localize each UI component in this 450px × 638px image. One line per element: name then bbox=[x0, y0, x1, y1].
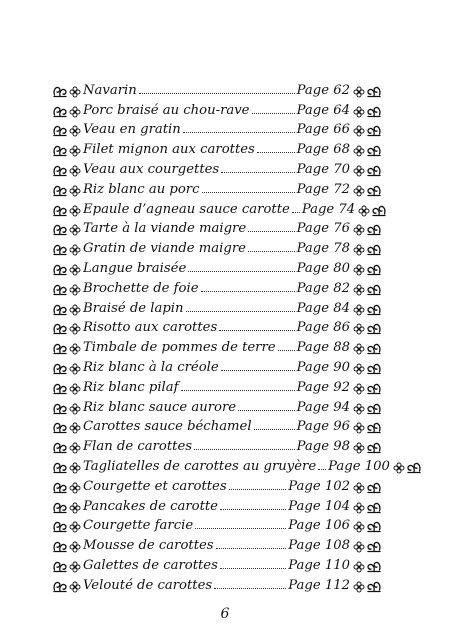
toc-entry-page: Page 108 bbox=[288, 538, 350, 554]
flower-icon bbox=[353, 363, 365, 375]
toc-entry bbox=[52, 375, 382, 395]
toc-entry bbox=[52, 395, 382, 415]
left-scroll-ornament-icon bbox=[52, 282, 68, 296]
toc-entry-page: Page 78 bbox=[296, 241, 350, 257]
toc-entry-title: Filet mignon aux carottes bbox=[83, 142, 255, 158]
flower-icon bbox=[69, 224, 81, 236]
toc-entry-page: Page 100 bbox=[328, 458, 390, 474]
right-scroll-ornament-icon bbox=[366, 84, 382, 98]
left-scroll-ornament-icon bbox=[52, 321, 68, 335]
toc-entry-title: Gratin de viande maigre bbox=[83, 241, 246, 257]
dot-leader bbox=[318, 469, 326, 470]
toc-entry bbox=[52, 474, 382, 494]
right-scroll-ornament-icon bbox=[366, 222, 382, 236]
flower-icon bbox=[353, 304, 365, 316]
flower-icon bbox=[353, 502, 365, 514]
toc-entry-page: Page 92 bbox=[296, 379, 350, 395]
toc-entry-page: Page 112 bbox=[288, 577, 350, 593]
toc-entry-title: Risotto aux carottes bbox=[83, 320, 218, 336]
left-scroll-ornament-icon bbox=[52, 420, 68, 434]
flower-icon bbox=[69, 185, 81, 197]
left-scroll-ornament-icon bbox=[52, 123, 68, 137]
left-scroll-ornament-icon bbox=[52, 302, 68, 316]
toc-entry-page: Page 64 bbox=[296, 102, 350, 118]
toc-entry bbox=[52, 514, 382, 534]
dot-leader bbox=[238, 410, 295, 411]
flower-icon bbox=[353, 403, 365, 415]
flower-icon bbox=[69, 403, 81, 415]
flower-icon bbox=[69, 561, 81, 573]
flower-icon bbox=[69, 343, 81, 355]
flower-icon bbox=[69, 106, 81, 118]
toc-entry-title: Mousse de carottes bbox=[83, 538, 214, 554]
flower-icon bbox=[353, 541, 365, 553]
right-scroll-ornament-icon bbox=[366, 321, 382, 335]
right-scroll-ornament-icon bbox=[366, 500, 382, 514]
right-scroll-ornament-icon bbox=[366, 242, 382, 256]
toc-entry-page: Page 86 bbox=[296, 320, 350, 336]
dot-leader bbox=[201, 291, 295, 292]
left-scroll-ornament-icon bbox=[52, 84, 68, 98]
right-scroll-ornament-icon bbox=[366, 579, 382, 593]
flower-icon bbox=[69, 205, 81, 217]
flower-icon bbox=[353, 145, 365, 157]
flower-icon bbox=[353, 343, 365, 355]
toc-entry-page: Page 98 bbox=[296, 439, 350, 455]
right-scroll-ornament-icon bbox=[366, 401, 382, 415]
toc-entry-title: Timbale de pommes de terre bbox=[83, 340, 276, 356]
toc-entry-page: Page 96 bbox=[296, 419, 350, 435]
toc-entry bbox=[52, 335, 382, 355]
toc-entry-title: Tagliatelles de carottes au gruyère bbox=[83, 458, 317, 474]
flower-icon bbox=[69, 541, 81, 553]
toc-entry bbox=[52, 296, 382, 316]
left-scroll-ornament-icon bbox=[52, 460, 68, 474]
left-scroll-ornament-icon bbox=[52, 500, 68, 514]
flower-icon bbox=[69, 165, 81, 177]
left-scroll-ornament-icon bbox=[52, 262, 68, 276]
flower-icon bbox=[69, 86, 81, 98]
dot-leader bbox=[221, 370, 295, 371]
toc-entry bbox=[52, 236, 382, 256]
toc-entry-title: Courgette farcie bbox=[83, 518, 194, 534]
left-scroll-ornament-icon bbox=[52, 341, 68, 355]
toc-entry-page: Page 80 bbox=[296, 260, 350, 276]
left-scroll-ornament-icon bbox=[52, 559, 68, 573]
right-scroll-ornament-icon bbox=[366, 480, 382, 494]
toc-entry-page: Page 90 bbox=[296, 359, 350, 375]
dot-leader bbox=[257, 152, 295, 153]
right-scroll-ornament-icon bbox=[366, 559, 382, 573]
toc-entry bbox=[52, 553, 382, 573]
right-scroll-ornament-icon bbox=[366, 519, 382, 533]
flower-icon bbox=[69, 442, 81, 454]
toc-entry bbox=[52, 197, 382, 217]
flower-icon bbox=[69, 502, 81, 514]
flower-icon bbox=[353, 422, 365, 434]
toc-entry bbox=[52, 316, 382, 336]
flower-icon bbox=[353, 383, 365, 395]
toc-entry-page: Page 88 bbox=[296, 340, 350, 356]
toc-entry-title: Veau en gratin bbox=[83, 122, 181, 138]
toc-entry-page: Page 110 bbox=[288, 557, 350, 573]
flower-icon bbox=[69, 363, 81, 375]
left-scroll-ornament-icon bbox=[52, 143, 68, 157]
dot-leader bbox=[252, 113, 295, 114]
toc-entry-page: Page 94 bbox=[296, 399, 350, 415]
flower-icon bbox=[353, 244, 365, 256]
left-scroll-ornament-icon bbox=[52, 519, 68, 533]
toc-entry bbox=[52, 118, 382, 138]
left-scroll-ornament-icon bbox=[52, 440, 68, 454]
toc-entry-title: Epaule d’agneau sauce carotte bbox=[83, 201, 290, 217]
flower-icon bbox=[353, 482, 365, 494]
toc-entry bbox=[52, 177, 382, 197]
dot-leader bbox=[183, 132, 295, 133]
toc-entry bbox=[52, 494, 382, 514]
toc-entry bbox=[52, 573, 382, 593]
right-scroll-ornament-icon bbox=[366, 143, 382, 157]
dot-leader bbox=[221, 172, 294, 173]
toc-entry bbox=[52, 137, 382, 157]
toc-entry-page: Page 84 bbox=[296, 300, 350, 316]
flower-icon bbox=[353, 224, 365, 236]
flower-icon bbox=[69, 145, 81, 157]
page-number: 6 bbox=[220, 606, 230, 622]
toc-entry-page: Page 62 bbox=[296, 82, 350, 98]
dot-leader bbox=[202, 192, 295, 193]
flower-icon bbox=[353, 86, 365, 98]
flower-icon bbox=[353, 581, 365, 593]
flower-icon bbox=[353, 165, 365, 177]
flower-icon bbox=[353, 323, 365, 335]
flower-icon bbox=[353, 521, 365, 533]
toc-entry-title: Flan de carottes bbox=[83, 439, 193, 455]
toc-entry-page: Page 66 bbox=[296, 122, 350, 138]
dot-leader bbox=[220, 568, 286, 569]
toc-entry bbox=[52, 533, 382, 553]
left-scroll-ornament-icon bbox=[52, 579, 68, 593]
toc-entry-page: Page 102 bbox=[288, 478, 350, 494]
left-scroll-ornament-icon bbox=[52, 361, 68, 375]
flower-icon bbox=[69, 581, 81, 593]
right-scroll-ornament-icon bbox=[366, 341, 382, 355]
toc-entry-title: Pancakes de carotte bbox=[83, 498, 218, 514]
toc-entry-title: Riz blanc pilaf bbox=[83, 379, 179, 395]
left-scroll-ornament-icon bbox=[52, 381, 68, 395]
dot-leader bbox=[229, 489, 287, 490]
right-scroll-ornament-icon bbox=[371, 203, 387, 217]
right-scroll-ornament-icon bbox=[366, 123, 382, 137]
left-scroll-ornament-icon bbox=[52, 203, 68, 217]
left-scroll-ornament-icon bbox=[52, 480, 68, 494]
right-scroll-ornament-icon bbox=[406, 460, 422, 474]
flower-icon bbox=[393, 462, 405, 474]
flower-icon bbox=[353, 106, 365, 118]
left-scroll-ornament-icon bbox=[52, 222, 68, 236]
toc-entry bbox=[52, 98, 382, 118]
flower-icon bbox=[69, 323, 81, 335]
toc-entry bbox=[52, 276, 382, 296]
flower-icon bbox=[353, 264, 365, 276]
flower-icon bbox=[69, 264, 81, 276]
toc-entry-title: Brochette de foie bbox=[83, 280, 199, 296]
toc-entry-page: Page 70 bbox=[296, 161, 350, 177]
dot-leader bbox=[188, 271, 294, 272]
toc-entry-title: Carottes sauce béchamel bbox=[83, 419, 252, 435]
dot-leader bbox=[278, 350, 295, 351]
left-scroll-ornament-icon bbox=[52, 104, 68, 118]
flower-icon bbox=[353, 442, 365, 454]
toc-entry-page: Page 76 bbox=[296, 221, 350, 237]
flower-icon bbox=[69, 383, 81, 395]
flower-icon bbox=[353, 125, 365, 137]
toc-entry-title: Navarin bbox=[83, 82, 137, 98]
flower-icon bbox=[69, 521, 81, 533]
flower-icon bbox=[69, 244, 81, 256]
left-scroll-ornament-icon bbox=[52, 242, 68, 256]
toc-entry-title: Riz blanc sauce aurore bbox=[83, 399, 237, 415]
flower-icon bbox=[69, 304, 81, 316]
right-scroll-ornament-icon bbox=[366, 163, 382, 177]
left-scroll-ornament-icon bbox=[52, 163, 68, 177]
toc-entry-title: Velouté de carottes bbox=[83, 577, 213, 593]
toc-entry-title: Riz blanc au porc bbox=[83, 181, 200, 197]
right-scroll-ornament-icon bbox=[366, 183, 382, 197]
dot-leader bbox=[220, 509, 286, 510]
flower-icon bbox=[358, 205, 370, 217]
flower-icon bbox=[353, 561, 365, 573]
toc-entry-page: Page 106 bbox=[288, 518, 350, 534]
dot-leader bbox=[219, 330, 294, 331]
right-scroll-ornament-icon bbox=[366, 361, 382, 375]
right-scroll-ornament-icon bbox=[366, 282, 382, 296]
dot-leader bbox=[195, 528, 286, 529]
right-scroll-ornament-icon bbox=[366, 539, 382, 553]
right-scroll-ornament-icon bbox=[366, 440, 382, 454]
toc-entry bbox=[52, 78, 382, 98]
toc-entry bbox=[52, 157, 382, 177]
dot-leader bbox=[186, 311, 295, 312]
toc-entry-title: Veau aux courgettes bbox=[83, 161, 220, 177]
left-scroll-ornament-icon bbox=[52, 183, 68, 197]
left-scroll-ornament-icon bbox=[52, 539, 68, 553]
right-scroll-ornament-icon bbox=[366, 302, 382, 316]
dot-leader bbox=[181, 390, 295, 391]
toc-entry-page: Page 82 bbox=[296, 280, 350, 296]
dot-leader bbox=[292, 212, 300, 213]
toc-entry bbox=[52, 454, 390, 474]
left-scroll-ornament-icon bbox=[52, 401, 68, 415]
toc-entry-page: Page 68 bbox=[296, 142, 350, 158]
right-scroll-ornament-icon bbox=[366, 420, 382, 434]
right-scroll-ornament-icon bbox=[366, 104, 382, 118]
flower-icon bbox=[69, 422, 81, 434]
dot-leader bbox=[254, 429, 295, 430]
right-scroll-ornament-icon bbox=[366, 381, 382, 395]
table-of-contents bbox=[52, 78, 390, 593]
toc-entry-title: Courgette et carottes bbox=[83, 478, 227, 494]
toc-entry bbox=[52, 434, 382, 454]
toc-entry-title: Galettes de carottes bbox=[83, 557, 218, 573]
flower-icon bbox=[69, 125, 81, 137]
toc-entry-page: Page 72 bbox=[296, 181, 350, 197]
toc-entry-page: Page 104 bbox=[288, 498, 350, 514]
dot-leader bbox=[194, 449, 295, 450]
right-scroll-ornament-icon bbox=[366, 262, 382, 276]
toc-entry-title: Porc braisé au chou-rave bbox=[83, 102, 250, 118]
dot-leader bbox=[214, 588, 286, 589]
toc-entry bbox=[52, 355, 382, 375]
toc-entry bbox=[52, 415, 382, 435]
dot-leader bbox=[139, 93, 295, 94]
flower-icon bbox=[69, 482, 81, 494]
toc-entry-title: Langue braisée bbox=[83, 260, 187, 276]
toc-entry bbox=[52, 217, 382, 237]
flower-icon bbox=[353, 185, 365, 197]
dot-leader bbox=[216, 548, 287, 549]
flower-icon bbox=[353, 284, 365, 296]
dot-leader bbox=[248, 251, 295, 252]
flower-icon bbox=[69, 462, 81, 474]
toc-entry-title: Tarte à la viande maigre bbox=[83, 221, 247, 237]
toc-entry-page: Page 74 bbox=[301, 201, 356, 217]
toc-entry-title: Braisé de lapin bbox=[83, 300, 184, 316]
toc-entry bbox=[52, 256, 382, 276]
toc-entry-title: Riz blanc à la créole bbox=[83, 359, 219, 375]
dot-leader bbox=[248, 231, 294, 232]
flower-icon bbox=[69, 284, 81, 296]
